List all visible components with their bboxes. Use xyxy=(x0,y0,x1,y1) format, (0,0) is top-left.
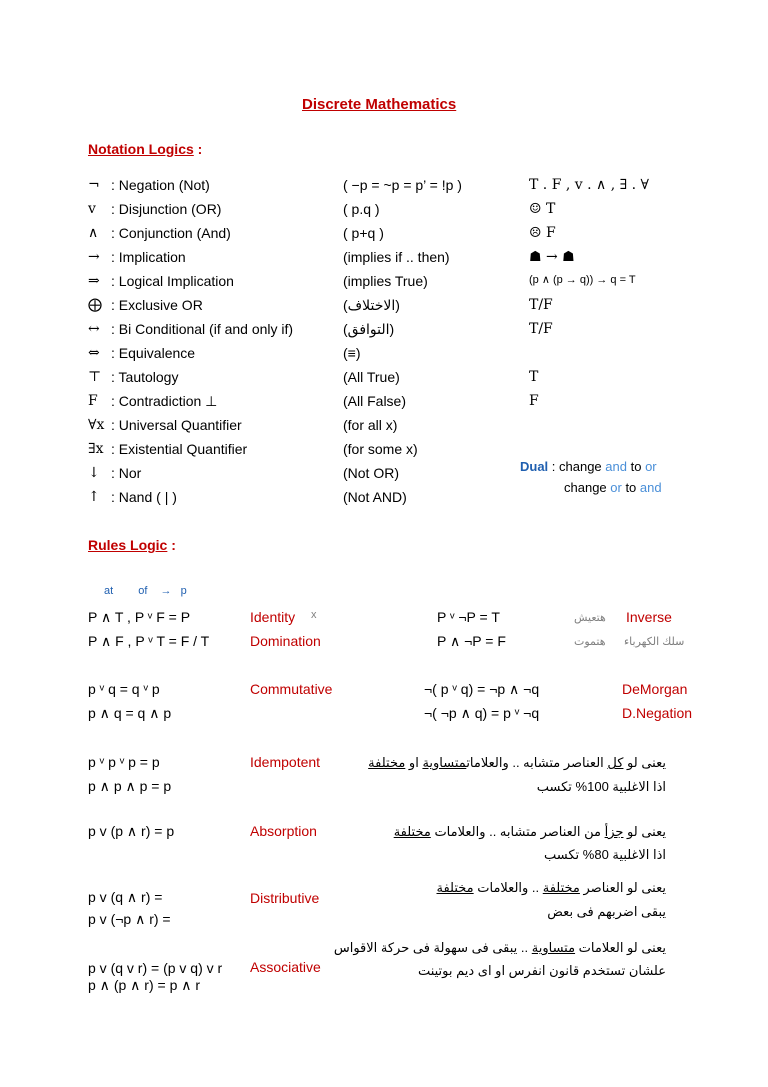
associative-note-2: علشان تستخدم قانون انفرس او اى ديم بوتينت xyxy=(417,963,666,978)
ar-underlined: متساوية xyxy=(531,940,576,955)
distributive-expr-1: p v (q ∧ r) = xyxy=(88,889,163,905)
dual-text-2b: or xyxy=(610,480,622,495)
notation-heading xyxy=(88,141,202,157)
dnegation-expr: ¬( ¬p ∧ q) = p ᵛ ¬q xyxy=(424,705,540,721)
ar-text: يعنى لو xyxy=(623,755,666,770)
absorption-note-1 xyxy=(394,824,666,840)
notation-meaning: (Not AND) xyxy=(343,489,407,505)
dual-text-1a: : change xyxy=(548,459,606,474)
notation-symbol: ∧ xyxy=(88,225,99,241)
notation-symbol: v xyxy=(88,201,96,217)
notation-symbol: ⇔ xyxy=(88,345,100,361)
notation-description: : Exclusive OR xyxy=(111,297,203,313)
notation-example: T . F , v . ∧ , ∃ . ∀ xyxy=(529,177,650,193)
inverse-expr-2: P ∧ ¬P = F xyxy=(437,633,506,649)
idempotent-note-1 xyxy=(368,755,666,771)
notation-description: : Bi Conditional (if and only if) xyxy=(111,321,294,337)
dual-text-2c: to xyxy=(621,480,640,495)
dual-label: Dual xyxy=(520,459,549,474)
hint-at: at xyxy=(104,585,114,597)
absorption-note-2: اذا الاغلبية 80% تكسب xyxy=(544,847,666,862)
notation-symbol: ⨁ xyxy=(88,297,102,313)
notation-meaning: (for all x) xyxy=(343,417,398,433)
associative-expr-1: p v (q v r) = (p v q) v r xyxy=(88,960,223,976)
rules-heading-text: Rules Logic xyxy=(88,537,168,553)
notation-description: : Existential Quantifier xyxy=(111,441,248,457)
dnegation-law: D.Negation xyxy=(622,705,693,721)
dual-text-2d: and xyxy=(639,480,662,495)
ar-text: من العناصر متشابه .. والعلامات xyxy=(430,824,605,839)
notation-description: : Negation (Not) xyxy=(111,177,210,193)
dual-text-1b: and xyxy=(605,459,627,474)
associative-law: Associative xyxy=(250,959,321,975)
notation-example: (p ∧ (p → q)) → q = T xyxy=(529,274,636,286)
notation-meaning: (Not OR) xyxy=(343,465,399,481)
rules-hint xyxy=(104,585,187,597)
notation-example: T xyxy=(529,369,539,385)
idempotent-law: Idempotent xyxy=(250,754,321,770)
inverse-ar-2: هتموت xyxy=(574,636,606,648)
distributive-note-1 xyxy=(437,880,667,896)
notation-meaning: ( p.q ) xyxy=(343,201,380,217)
notation-description: : Universal Quantifier xyxy=(111,417,242,433)
page-title: Discrete Mathematics xyxy=(302,96,457,113)
domination-expr: P ∧ F , P ᵛ T = F / T xyxy=(88,633,210,649)
notation-symbol: ↑ xyxy=(88,489,100,505)
commutative-expr-1: p ᵛ q = q ᵛ p xyxy=(88,681,160,697)
commutative-law: Commutative xyxy=(250,681,333,697)
notation-symbol: ⊤ xyxy=(88,369,102,385)
idempotent-expr-2: p ∧ p ∧ p = p xyxy=(88,778,172,794)
notation-example: ☹ F xyxy=(529,225,556,241)
ar-text: العناصر متشابه .. والعلامات xyxy=(466,755,608,770)
notation-example: T/F xyxy=(529,321,553,337)
distributive-note-2: يبقى اضربهم فى بعض xyxy=(547,904,666,919)
distributive-law: Distributive xyxy=(250,890,320,906)
demorgan-expr: ¬( p ᵛ q) = ¬p ∧ ¬q xyxy=(424,681,540,697)
inverse-ar-1: هتعيش xyxy=(574,612,606,624)
notation-symbol: ↓ xyxy=(88,465,100,481)
notation-meaning: (≡) xyxy=(343,345,361,361)
notation-meaning: (All True) xyxy=(343,369,400,385)
inverse-ar-wire: سلك الكهرباء xyxy=(624,636,685,648)
notation-description: : Equivalence xyxy=(111,345,196,361)
notation-example: ☗ → ☗ xyxy=(529,249,575,265)
hint-p: p xyxy=(180,585,187,597)
notation-meaning: (All False) xyxy=(343,393,407,409)
dual-text-2a: change xyxy=(564,480,611,495)
associative-note-1 xyxy=(334,940,666,956)
notation-description: : Logical Implication xyxy=(111,273,234,289)
notation-description: : Implication xyxy=(111,249,186,265)
identity-expr: P ∧ T , P ᵛ F = P xyxy=(88,609,191,625)
notation-example: F xyxy=(529,393,539,409)
notation-heading-text: Notation Logics xyxy=(88,141,194,157)
ar-text: او xyxy=(405,755,423,770)
notation-meaning: (implies if .. then) xyxy=(343,249,450,265)
ar-underlined: جزأ xyxy=(604,824,624,839)
notation-heading-colon: : xyxy=(193,141,203,157)
notation-description: : Tautology xyxy=(111,369,179,385)
domination-law: Domination xyxy=(250,633,321,649)
ar-text: .. يبقى فى سهولة فى حركة الاقواس xyxy=(333,940,532,955)
notation-symbol: F xyxy=(88,393,98,409)
ar-text: يعنى لو xyxy=(623,824,666,839)
ar-text: يعنى لو العلامات xyxy=(575,940,666,955)
identity-law: Identity xyxy=(250,609,296,625)
hint-arrow-icon: → xyxy=(160,585,172,597)
notation-example: T/F xyxy=(529,297,553,313)
demorgan-law: DeMorgan xyxy=(622,681,688,697)
ar-underlined: كل xyxy=(607,755,624,770)
dual-text-1c: to xyxy=(626,459,646,474)
notation-description: : Nor xyxy=(111,465,142,481)
notation-symbol: ⇒ xyxy=(88,273,100,289)
dual-line-2 xyxy=(564,480,662,495)
ar-underlined: مختلفة xyxy=(542,880,580,895)
associative-expr-2: p ∧ (p ∧ r) = p ∧ r xyxy=(88,977,201,993)
notation-symbol: ∃x xyxy=(88,441,104,457)
notation-symbol: ↔ xyxy=(88,321,100,337)
distributive-expr-2: p v (¬p ∧ r) = xyxy=(88,911,171,927)
notation-symbol: ∀x xyxy=(88,417,105,433)
ar-underlined: مختلفة xyxy=(368,755,406,770)
notation-description: : Conjunction (And) xyxy=(111,225,231,241)
hint-of: of xyxy=(138,585,148,597)
inverse-expr-1: P ᵛ ¬P = T xyxy=(437,609,500,625)
notation-description: : Contradiction ⊥ xyxy=(111,393,218,409)
rules-heading xyxy=(88,537,176,553)
notation-meaning: (implies True) xyxy=(343,273,428,289)
notation-description: : Nand ( | ) xyxy=(111,489,177,505)
notation-symbol: → xyxy=(88,249,100,265)
notation-meaning: ( p+q ) xyxy=(343,225,384,241)
rules-heading-colon: : xyxy=(167,537,176,553)
absorption-expr: p v (p ∧ r) = p xyxy=(88,823,175,839)
ar-underlined: مختلفة xyxy=(436,880,474,895)
notation-meaning: ( −p = ~p = p’ = !p ) xyxy=(343,177,462,193)
notation-symbol: ¬ xyxy=(88,177,100,193)
notation-meaning: (الاختلاف) xyxy=(343,297,400,313)
ar-underlined: مختلفة xyxy=(393,824,431,839)
idempotent-note-2: اذا الاغلبية 100% تكسب xyxy=(536,779,666,794)
idempotent-expr-1: p ᵛ p ᵛ p = p xyxy=(88,754,160,770)
commutative-expr-2: p ∧ q = q ∧ p xyxy=(88,705,172,721)
notation-example: ☺ T xyxy=(529,201,556,217)
notation-description: : Disjunction (OR) xyxy=(111,201,222,217)
ar-text: .. والعلامات xyxy=(473,880,543,895)
notation-meaning: (التوافق) xyxy=(343,321,395,337)
dual-line-1 xyxy=(520,459,657,474)
dual-text-1d: or xyxy=(645,459,657,474)
absorption-law: Absorption xyxy=(250,823,317,839)
ar-text: يعنى لو العناصر xyxy=(579,880,666,895)
notation-meaning: (for some x) xyxy=(343,441,418,457)
identity-mark: x xyxy=(311,609,317,621)
ar-underlined: متساوية xyxy=(422,755,467,770)
inverse-law: Inverse xyxy=(626,609,672,625)
